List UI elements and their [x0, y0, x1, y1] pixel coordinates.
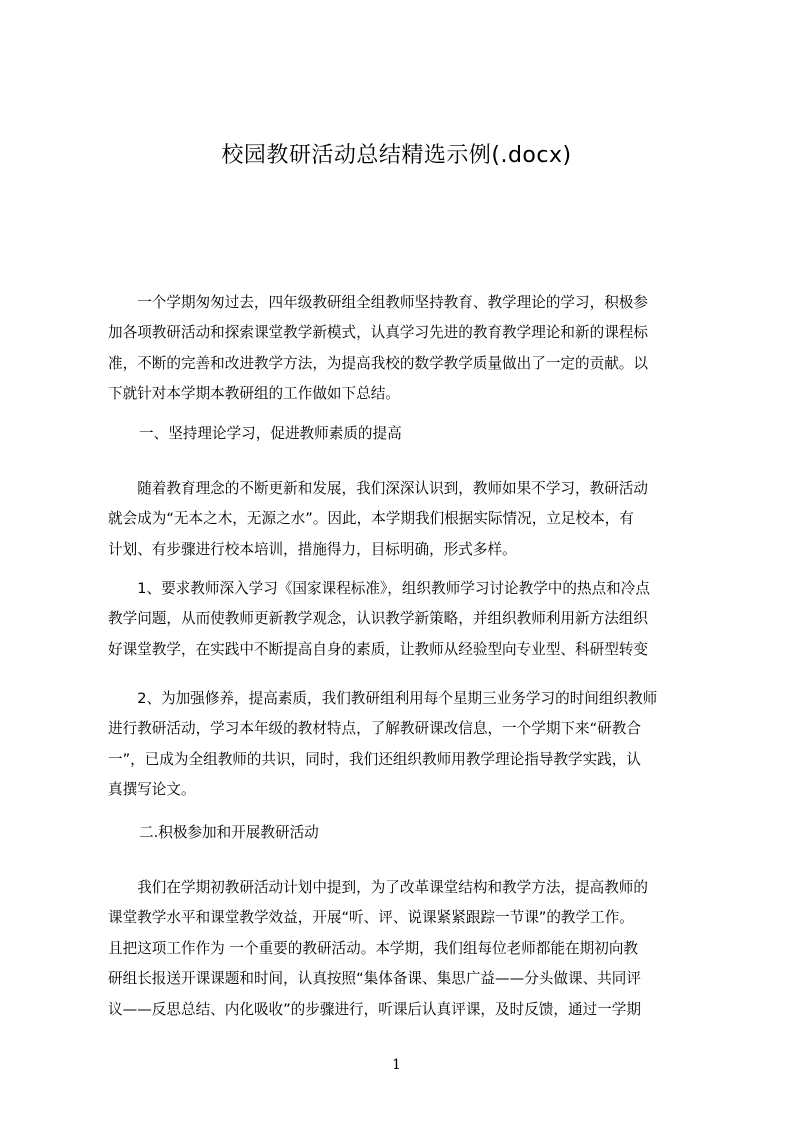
text-line: 准，不断的完善和改进教学方法，为提高我校的数学教学质量做出了一定的贡献。以 — [108, 354, 648, 372]
text-line: 议——反思总结、内化吸收”的步骤进行，听课后认真评课，及时反馈，通过一学期 — [108, 1000, 641, 1018]
section-heading-1: 一、坚持理论学习，促进教师素质的提高 — [139, 425, 402, 442]
document-title: 校园教研活动总结精选示例(.docx) — [221, 143, 572, 168]
text-line: 进行教研活动，学习本年级的教材特点，了解教研课改信息，一个学期下来“研教合 — [108, 720, 641, 738]
text-line: 且把这项工作作为 一个重要的教研活动。本学期，我们组每位老师都能在期初向教 — [108, 939, 639, 957]
text-line: 就会成为“无本之木，无源之水”。因此，本学期我们根据实际情况，立足校本，有 — [108, 510, 634, 528]
paragraph-2 — [108, 574, 650, 665]
text-line: 教学问题，从而使教师更新教学观念，认识教学新策略，并组织教师利用新方法组织 — [108, 610, 648, 628]
text-line: 2、为加强修养，提高素质，我们教研组利用每个星期三业务学习的时间组织教师 — [108, 690, 658, 707]
intro-paragraph — [108, 288, 648, 410]
paragraph-1 — [108, 474, 648, 565]
text-line: 一个学期匆匆过去，四年级教研组全组教师坚持教育、教学理论的学习，积极参 — [108, 294, 648, 311]
text-line: 一”，已成为全组教师的共识，同时，我们还组织教师用教学理论指导教学实践，认 — [108, 750, 641, 768]
paragraph-3 — [108, 684, 657, 806]
text-line: 加各项教研活动和探索课堂教学新模式，认真学习先进的教育教学理论和新的课程标 — [108, 324, 648, 342]
text-line: 下就针对本学期本教研组的工作做如下总结。 — [108, 385, 400, 403]
page-number: 1 — [392, 1057, 401, 1073]
text-line: 随着教育理念的不断更新和发展，我们深深认识到，教师如果不学习，教研活动 — [108, 480, 648, 497]
text-line: 1、要求教师深入学习《国家课程标准》，组织教师学习讨论教学中的热点和冷点 — [108, 580, 650, 597]
text-line: 课堂教学水平和课堂教学效益，开展“听、评、说课紧紧跟踪一节课”的教学工作。 — [108, 909, 634, 927]
text-line: 真撰写论文。 — [108, 781, 196, 799]
text-line: 计划、有步骤进行校本培训，措施得力，目标明确，形式多样。 — [108, 540, 517, 558]
text-line: 研组长报送开课课题和时间，认真按照“集体备课、集思广益——分头做课、共同评 — [108, 970, 641, 988]
text-line: 我们在学期初教研活动计划中提到，为了改革课堂结构和教学方法，提高教师的 — [108, 879, 648, 896]
text-line: 好课堂教学，在实践中不断提高自身的素质，让教师从经验型向专业型、科研型转变 — [108, 640, 648, 658]
section-heading-2: 二.积极参加和开展教研活动 — [139, 824, 319, 841]
paragraph-4 — [108, 873, 648, 1025]
